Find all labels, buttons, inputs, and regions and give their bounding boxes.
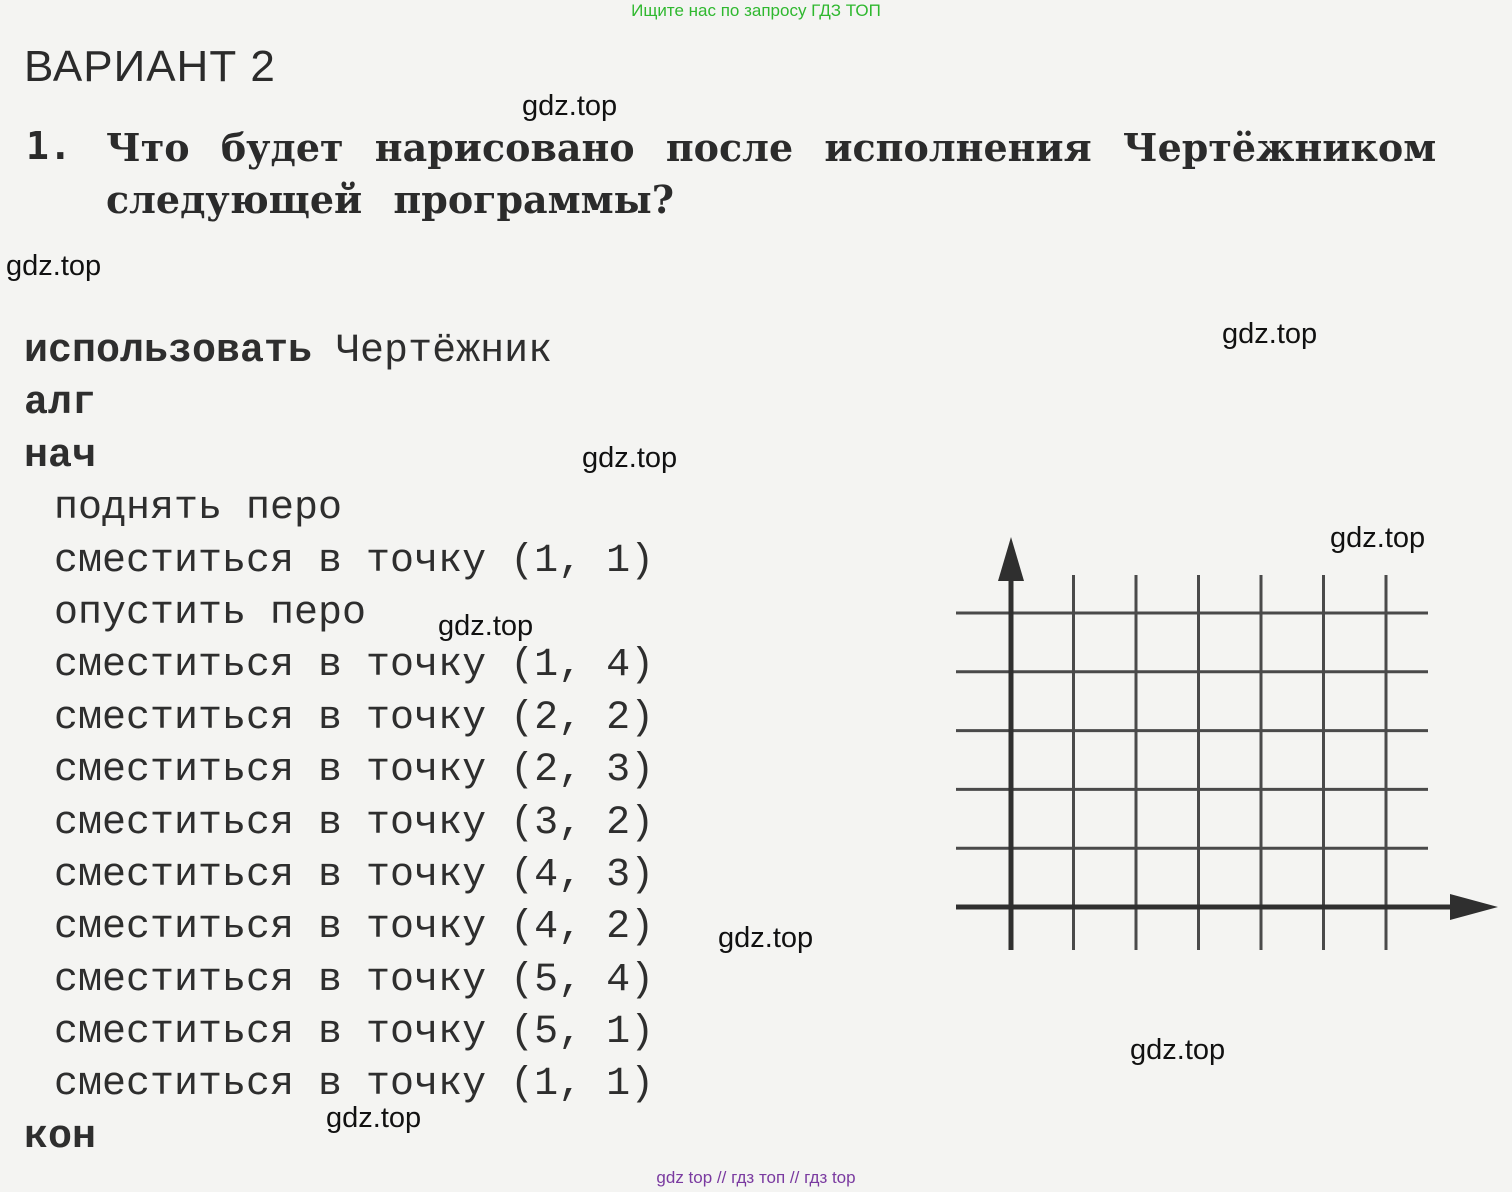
program-line: сместиться в точку (2, 3) (54, 748, 655, 794)
grid-lines (956, 575, 1428, 950)
program-use-line (24, 326, 654, 378)
watermark: gdz.top (1222, 318, 1318, 350)
grid-svg (950, 535, 1502, 955)
program-line: сместиться в точку (4, 3) (54, 852, 655, 898)
keyword-use: использовать (24, 329, 313, 374)
program-line: сместиться в точку (1, 4) (54, 643, 655, 689)
task-question: Что будет нарисовано после исполнения Чертёжником следующей программы? (106, 125, 1437, 222)
watermark: gdz.top (438, 610, 534, 642)
program-line: сместиться в точку (5, 1) (54, 1010, 655, 1056)
program-line: сместиться в точку (1, 1) (54, 1062, 655, 1108)
variant-title: ВАРИАНТ 2 (24, 42, 276, 91)
footer-links: gdz top // гдз топ // гдз top (656, 1168, 856, 1187)
program-line: сместиться в точку (2, 2) (54, 695, 655, 741)
program-line: сместиться в точку (4, 2) (54, 905, 655, 951)
watermark: gdz.top (1330, 522, 1426, 554)
program-line: опустить перо (54, 590, 367, 636)
program-line: сместиться в точку (1, 1) (54, 538, 655, 584)
watermark: gdz.top (582, 442, 678, 474)
program-listing (24, 326, 654, 1164)
top-banner: Ищите нас по запросу ГДЗ ТОП (631, 1, 881, 20)
watermark: gdz.top (326, 1102, 422, 1134)
watermark: gdz.top (718, 922, 814, 954)
x-axis-arrow (1450, 894, 1498, 920)
program-line: сместиться в точку (3, 2) (54, 800, 655, 846)
program-line: сместиться в точку (5, 4) (54, 957, 655, 1003)
coordinate-grid (950, 535, 1502, 960)
watermark: gdz.top (522, 90, 618, 122)
program-line: поднять перо (54, 486, 343, 532)
executor-name: Чертёжник (312, 329, 553, 374)
bleed-through (880, 360, 903, 403)
watermark: gdz.top (1130, 1034, 1226, 1066)
keyword-end: кон (24, 1114, 97, 1160)
task-number: 1. (26, 124, 72, 168)
keyword-begin: нач (24, 433, 97, 479)
watermark: gdz.top (6, 250, 102, 282)
y-axis-arrow (998, 537, 1024, 581)
keyword-alg: алг (24, 381, 97, 427)
